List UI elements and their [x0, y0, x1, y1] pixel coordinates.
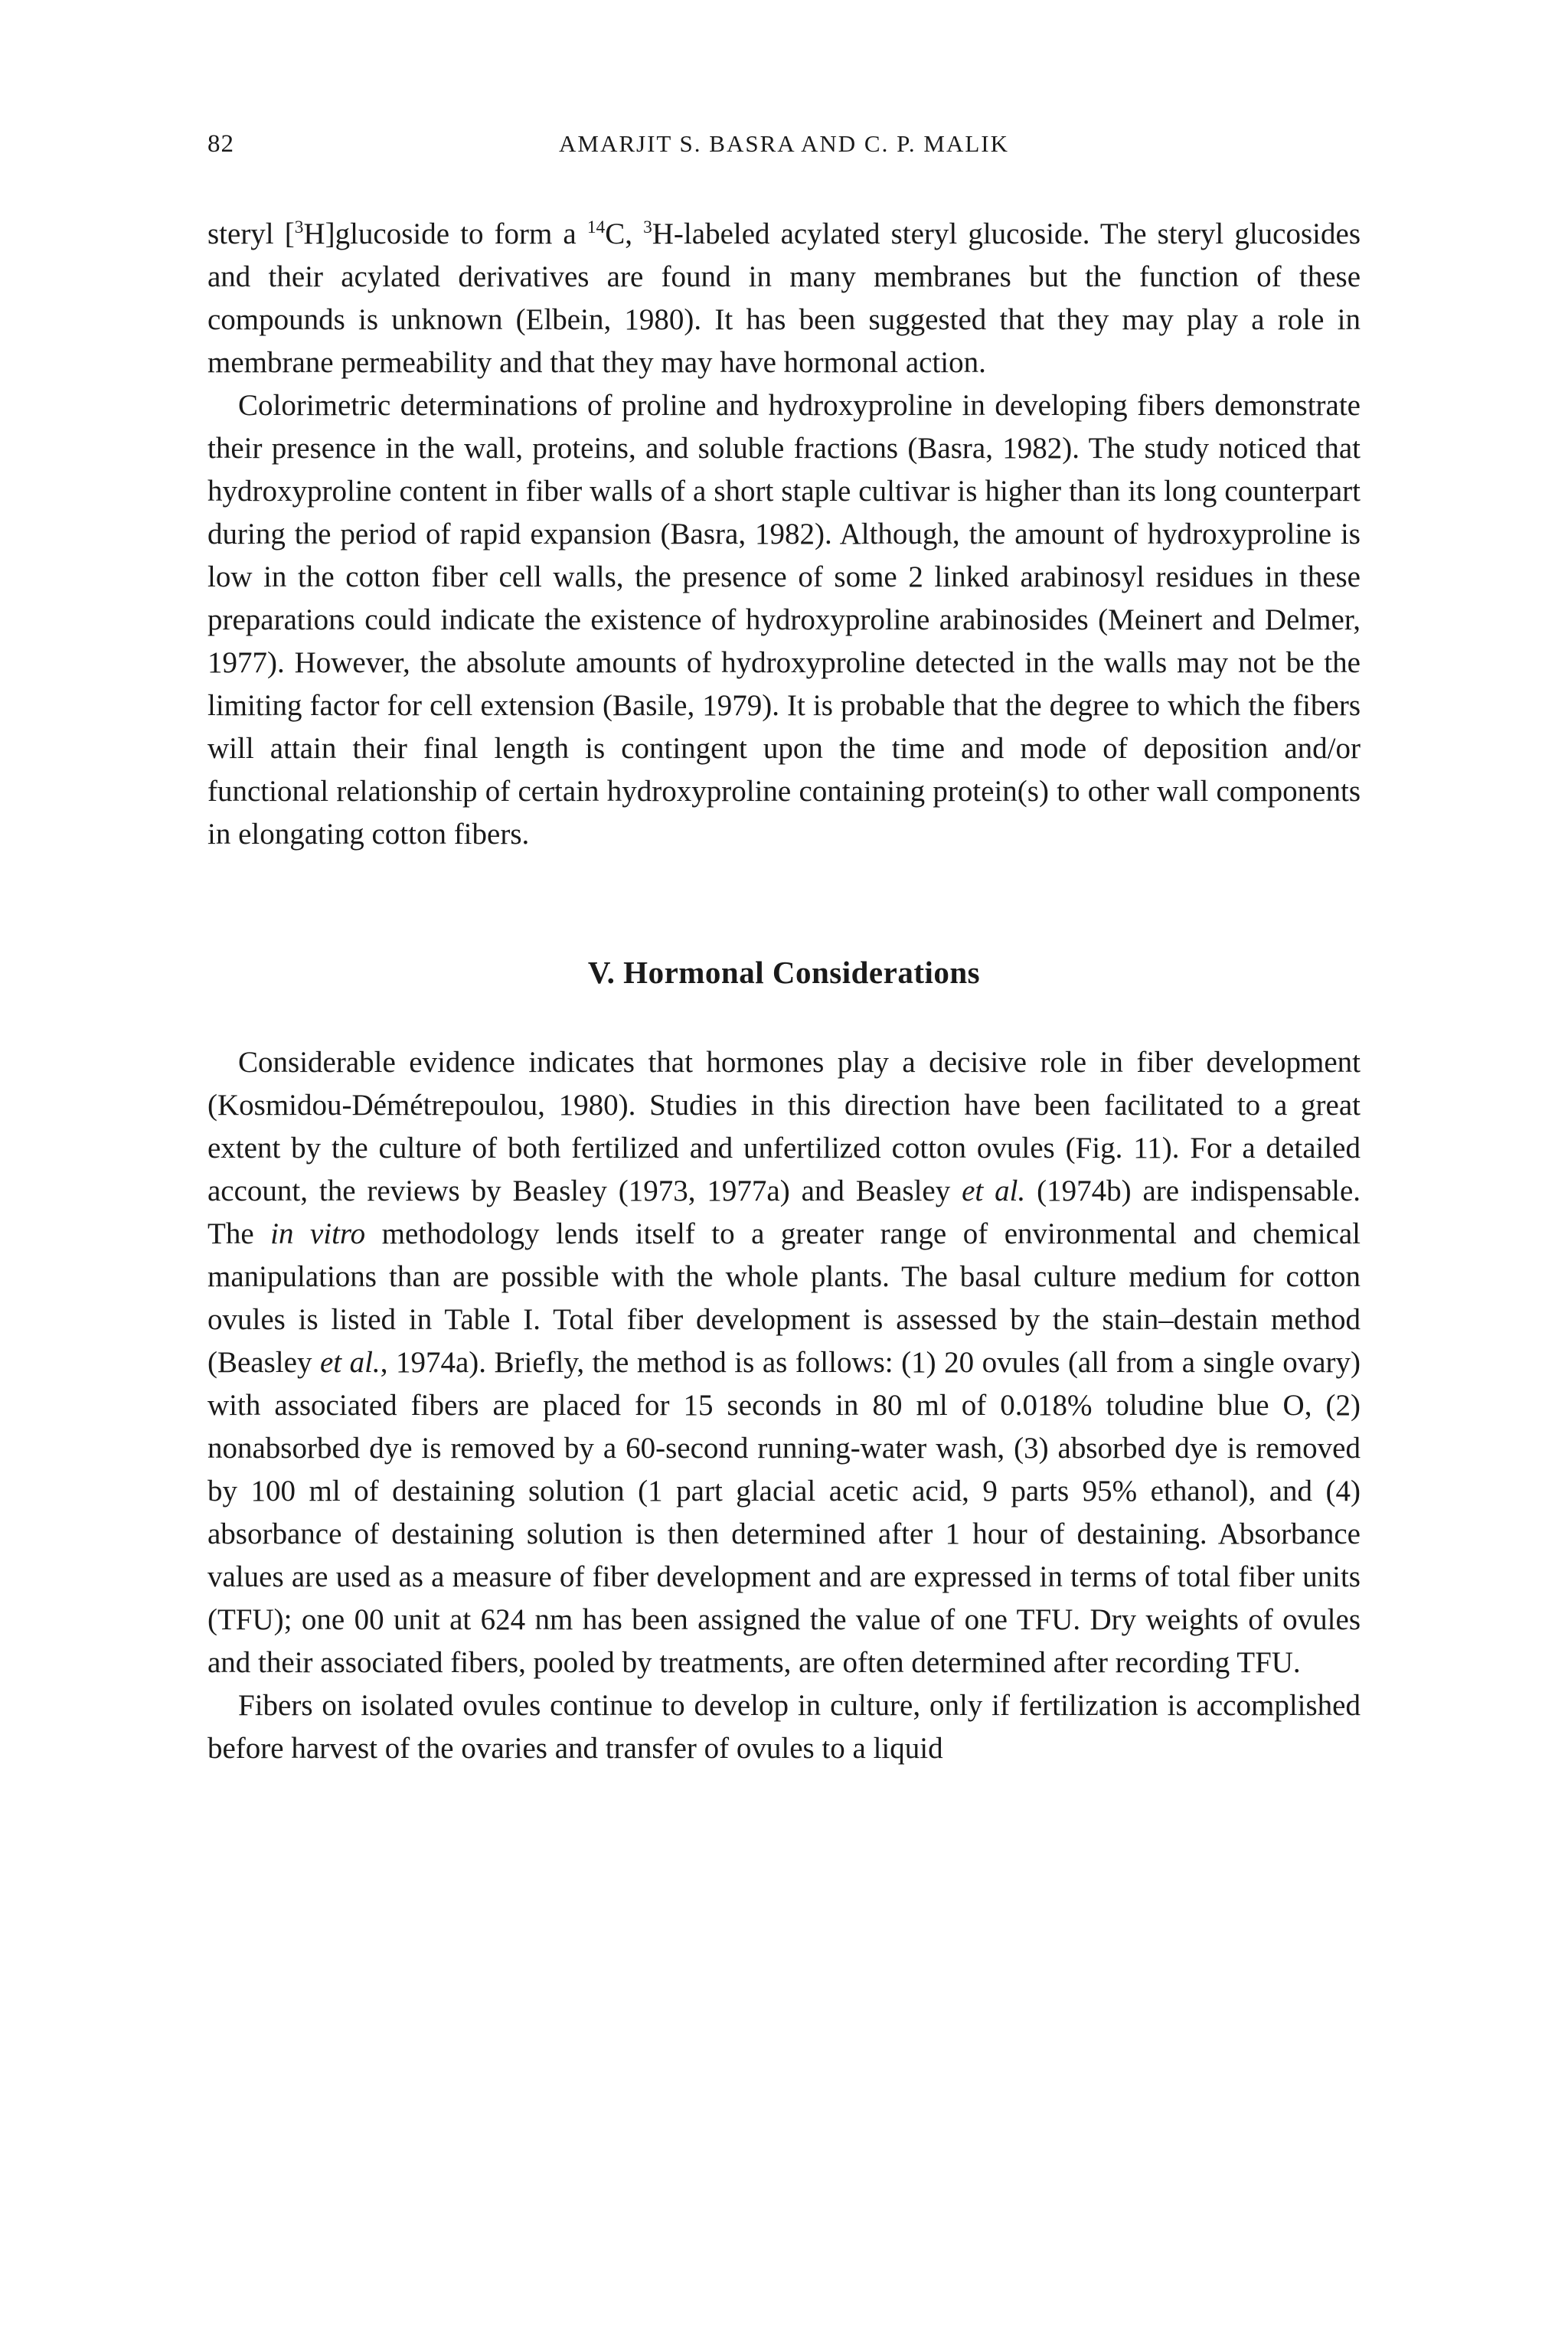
paragraph-steryl-glucosides — [207, 213, 1361, 384]
superscript: 14 — [586, 217, 606, 237]
italic-text: et al. — [962, 1174, 1026, 1207]
text-run: steryl [ — [207, 217, 295, 250]
text-run: H]glucoside to form a — [303, 217, 587, 250]
italic-text: in vitro — [270, 1217, 366, 1250]
page-number: 82 — [207, 130, 234, 158]
text-run: H-labeled acylated steryl glucoside. The steryl glucosides and their acylated derivatives are found in many membranes but the function of these compounds is unknown (Elbein, 1980). It has been suggested that they may play a role in membrane permeability and that they may have hormonal action. — [207, 217, 1361, 379]
superscript: 3 — [294, 217, 304, 237]
superscript: 3 — [643, 217, 652, 237]
text-run: (1974b) are indispensable. The — [207, 1174, 1361, 1250]
section-heading: V. Hormonal Considerations — [587, 955, 981, 990]
document-page — [207, 130, 1361, 1770]
text-run: Considerable evidence indicates that hormones play a decisive role in fiber development (Kosmidou-Démétrepoulou, 1980). Studies in this direction have been facilitated to a great extent by the culture of both fertilized and unfertilized cotton ovules (Fig. 11). For a detailed account, the reviews by Beasley (1973, 1977a) and Beasley — [207, 1046, 1361, 1207]
text-run: C, — [605, 217, 644, 250]
running-title: AMARJIT S. BASRA AND C. P. MALIK — [559, 130, 1009, 157]
paragraph-isolated-ovules: Fibers on isolated ovules continue to develop in culture, only if fertilization is accomplished before harvest of the ovaries and transfer of ovules to a liquid — [207, 1689, 1361, 1765]
running-head — [207, 130, 1361, 176]
text-run: methodology lends itself to a greater range of environmental and chemical manipulations than are possible with the whole plants. The basal culture medium for cotton ovules is listed in Table I. Total fiber development is assessed by the stain–destain method (Beasley — [207, 1217, 1361, 1379]
paragraph-hydroxyproline: Colorimetric determinations of proline and hydroxyproline in developing fibers demonstrate their presence in the wall, proteins, and soluble fractions (Basra, 1982). The study noticed that hydroxyproline content in fiber walls of a short staple cultivar is higher than its long counterpart during the period of rapid expansion (Basra, 1982). Although, the amount of hydroxyproline is low in the cotton fiber cell walls, the presence of some 2 linked arabinosyl residues in these preparations could indicate the existence of hydroxyproline arabinosides (Meinert and Delmer, 1977). However, the absolute amounts of hydroxyproline detected in the walls may not be the limiting factor for cell extension (Basile, 1979). It is probable that the degree to which the fibers will attain their final length is contingent upon the time and mode of deposition and/or functional relationship of certain hydroxyproline containing protein(s) to other wall components in elongating cotton fibers. — [207, 389, 1361, 851]
text-run: , 1974a). Briefly, the method is as follows: (1) 20 ovules (all from a single ovary) with associated fibers are placed for 15 seconds in 80 ml of 0.018% toludine blue O, (2) nonabsorbed dye is removed by a 60-second running-water wash, (3) absorbed dye is removed by 100 ml of destaining solution (1 part glacial acetic acid, 9 parts 95% ethanol), and (4) absorbance of destaining solution is then determined after 1 hour of destaining. Absorbance values are used as a measure of fiber development and are expressed in terms of total fiber units (TFU); one 00 unit at 624 nm has been assigned the value of one TFU. Dry weights of ovules and their associated fibers, pooled by treatments, are often determined after recording TFU. — [207, 1346, 1361, 1679]
italic-text: et al. — [319, 1346, 381, 1379]
paragraph-hormonal-evidence — [207, 1041, 1361, 1684]
